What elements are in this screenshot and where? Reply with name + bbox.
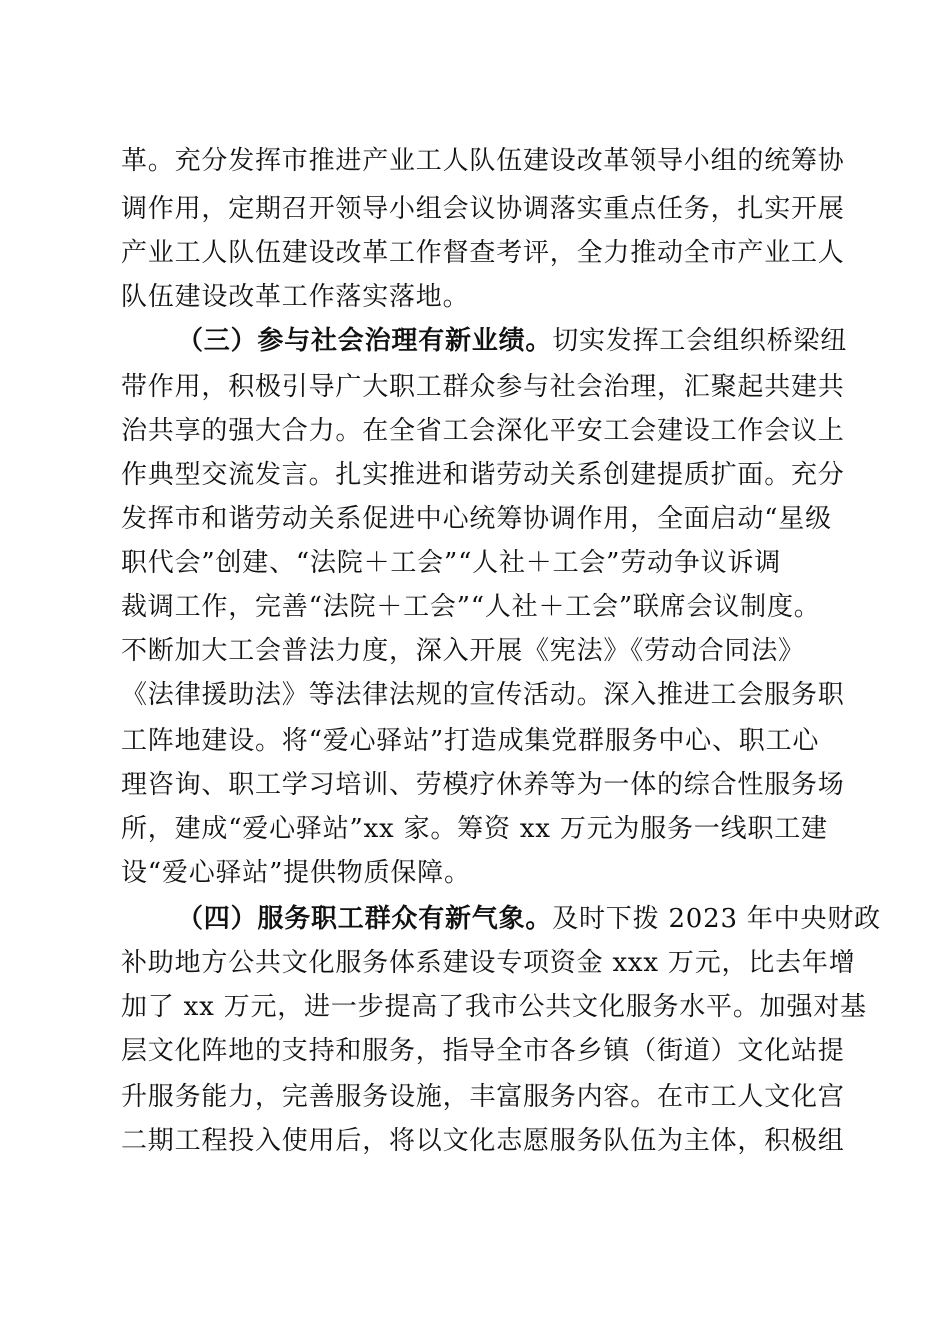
text-line: 产业工人队伍建设改革工作督查考评，全力推动全市产业工人 — [121, 238, 845, 268]
text-line: 带作用，积极引导广大职工群众参与社会治理，汇聚起共建共 — [121, 372, 845, 402]
section-four-heading: （四）服务职工群众有新气象。 — [177, 904, 553, 934]
text-line: 《法律援助法》等法律法规的宣传活动。深入推进工会服务职 — [121, 680, 845, 710]
text-line: 二期工程投入使用后，将以文化志愿服务队伍为主体，积极组 — [121, 1126, 845, 1156]
text-line: 升服务能力，完善服务设施，丰富服务内容。在市工人文化宫 — [121, 1082, 845, 1112]
text-line: 调作用，定期召开领导小组会议协调落实重点任务，扎实开展 — [121, 194, 845, 224]
text-run: 切实发挥工会组织桥梁纽 — [552, 326, 848, 356]
text-line: 职代会”创建、“法院＋工会”“人社＋工会”劳动争议诉调 — [121, 548, 782, 578]
text-line: 设“爱心驿站”提供物质保障。 — [121, 858, 471, 888]
text-line: 层文化阵地的支持和服务，指导全市各乡镇（街道）文化站提 — [121, 1036, 845, 1066]
text-line: 加了 xx 万元，进一步提高了我市公共文化服务水平。加强对基 — [121, 992, 867, 1022]
text-line: 不断加大工会普法力度，深入开展《宪法》《劳动合同法》 — [121, 636, 805, 666]
text-line: 革。充分发挥市推进产业工人队伍建设改革领导小组的统筹协 — [121, 146, 845, 176]
section-three-heading: （三）参与社会治理有新业绩。 — [177, 326, 553, 356]
text-run: 及时下拨 2023 年中央财政 — [552, 904, 881, 934]
text-line: 工阵地建设。将“爱心驿站”打造成集党群服务中心、职工心 — [121, 726, 820, 756]
section-heading-line — [177, 904, 881, 934]
text-line: 治共享的强大合力。在全省工会深化平安工会建设工作会议上 — [121, 416, 845, 446]
section-heading-line — [177, 326, 847, 356]
text-line: 裁调工作，完善“法院＋工会”“人社＋工会”联席会议制度。 — [121, 592, 821, 622]
text-line: 理咨询、职工学习培训、劳模疗休养等为一体的综合性服务场 — [121, 770, 845, 800]
text-line: 发挥市和谐劳动关系促进中心统筹协调作用，全面启动“星级 — [121, 504, 832, 534]
text-line: 作典型交流发言。扎实推进和谐劳动关系创建提质扩面。充分 — [121, 460, 845, 490]
text-line: 所，建成“爱心驿站”xx 家。筹资 xx 万元为服务一线职工建 — [121, 814, 828, 844]
text-line: 补助地方公共文化服务体系建设专项资金 xxx 万元，比去年增 — [121, 948, 856, 978]
text-line: 队伍建设改革工作落实落地。 — [121, 282, 470, 312]
